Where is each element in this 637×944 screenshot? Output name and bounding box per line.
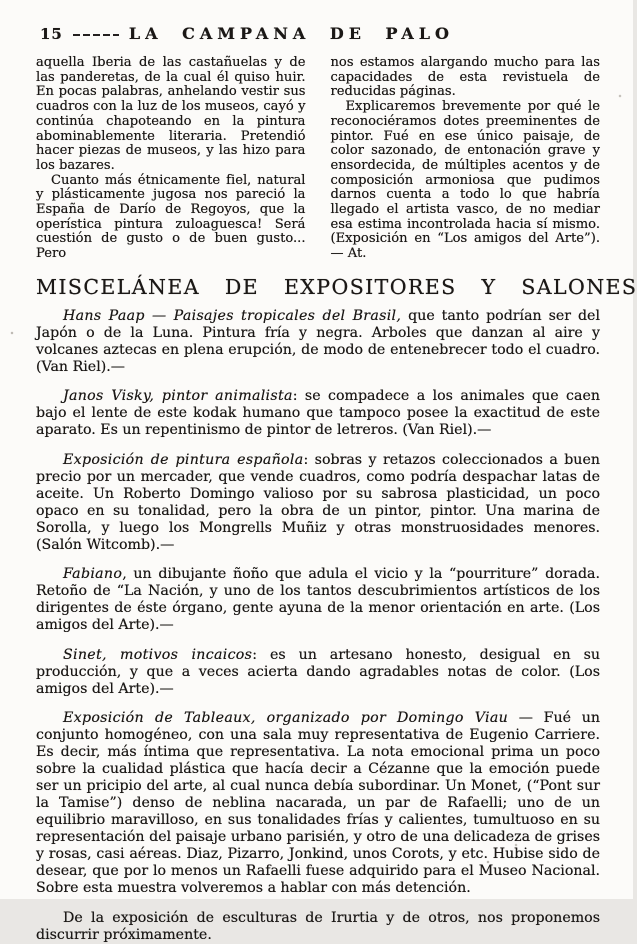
article-paragraph [36,452,600,554]
left-column [36,56,306,262]
article-body: : se compadece a los animales que caen bajo el lente de este kodak humano que tampoco posee la exactitud de este aparato. Es un repentinismo de pintor de letreros. (Van Riel).— [36,388,600,439]
article-list [36,308,600,944]
article-lead: Exposición de Tableaux, organizado por Domingo Viau [63,710,509,727]
running-head [40,24,600,43]
article-paragraph [36,710,600,897]
masthead-title: LA CAMPANA DE PALO [128,24,454,43]
right-column-paragraph: Explicaremos brevemente por qué le reconociéramos dotes preeminentes de pintor. Fué en ese único paisaje, de color sazonado, de entonación grave y ensordecida, de múltiples acentos y de composición armoniosa que pudimos darnos cuenta a todo lo que habría llegado el artista vasco, de no mediar esa estima incontrolada hacia sí mismo. (Exposición en “Los amigos del Arte”). — At. [330,99,600,262]
header-rule [73,34,119,36]
article-body: : es un artesano honesto, desigual en su producción, y que a veces acierta dando agradables notas de color. (Los amigos del Arte).— [36,646,600,697]
article-body: , un dibujante ñoño que adula el vicio y la “pourriture” dorada. Retoño de “La Nación, y uno de los tantos descubrimientos artísticos de los dirigentes de éste órgano, gente ayuna de la menor orientación en arte. (Los amigos del Arte).— [36,566,600,634]
article-body: De la exposición de esculturas de Irurtia y de otros, nos proponemos discurrir próximamente. [36,909,600,943]
article-lead: Exposición de pintura española [63,451,304,468]
article-lead: Janos Visky, pintor animalista [63,388,293,405]
right-column-paragraph: nos estamos alargando mucho para las capacidades de esta revistuela de reducidas páginas. [330,55,600,100]
section-title: MISCELÁNEA DE EXPOSITORES Y SALONES [36,274,637,299]
article-paragraph [36,388,600,439]
article-body: — Fué un conjunto homogéneo, con una sala muy representativa de Eugenio Carriere. Es decir, más íntima que representativa. La nota emocional prima un poco sobre la cualidad plástica que hacía decir a Cézanne que la emoción puede ser un pricipio del arte, al cual nunca debía subordinar. Un Monet, (“Pont sur la Tamise”) denso de neblina nacarada, un par de Rafaelli; uno de un equilibrio maravilloso, en sus tonalidades frías y calientes, tumultuoso en su representación del paisaje urbano parisién, y otro de una delicadeza de grises y rosas, casi aéreas. Diaz, Pizarro, Jonkind, unos Corots, y etc. Hubise sido de desear, que por lo menos un Rafaelli fuese adquirido para el Museo Nacional. Sobre esta muestra volveremos a hablar con más detención. [36,710,600,897]
article-lead: Hans Paap — Paisajes tropicales del Brasil, [63,307,402,324]
article-paragraph [36,910,600,944]
article-lead: Fabiano [63,566,123,583]
article-body: que tanto podrían ser del Japón o de la Luna. Pintura fría y negra. Arboles que danzan al aire y volcanes aztecas en plena erupción, de modo de entenebrecer todo el cuadro. (Van Riel).— [36,307,600,375]
right-column [331,56,601,262]
article-paragraph [36,566,600,634]
article-lead: Sinet, motivos incaicos [63,646,253,663]
article-paragraph [36,647,600,698]
page-number: 15 [40,24,63,43]
two-column-continuation [36,56,600,262]
left-column-paragraph: aquella Iberia de las castañuelas y de las panderetas, de la cual él quiso huir. En pocas palabras, anhelando vestir sus cuadros con la luz de los museos, cayó y continúa chapoteando en la pintura abominablemente literaria. Pretendió hacer piezas de museos, y las hizo para los bazares. [36,55,306,173]
article-paragraph [36,308,600,376]
article-body: : sobras y retazos coleccionados a buen precio por un mercader, que vende cuadros, como podría despachar latas de aceite. Un Roberto Domingo valioso por su sabrosa plasticidad, un poco opaco en su tonalidad, pero la obra de un pintor, pintor. Una marina de Sorolla, y luego los Mongrells Muñiz y otras monstruosidades menores. (Salón Witcomb).— [36,451,600,553]
left-column-paragraph: Cuanto más étnicamente fiel, natural y plásticamente jugosa nos pareció la España de Darío de Regoyos, que la operística pintura zuloaguesca! Será cuestión de gusto o de buen gusto... Pero [36,172,306,262]
